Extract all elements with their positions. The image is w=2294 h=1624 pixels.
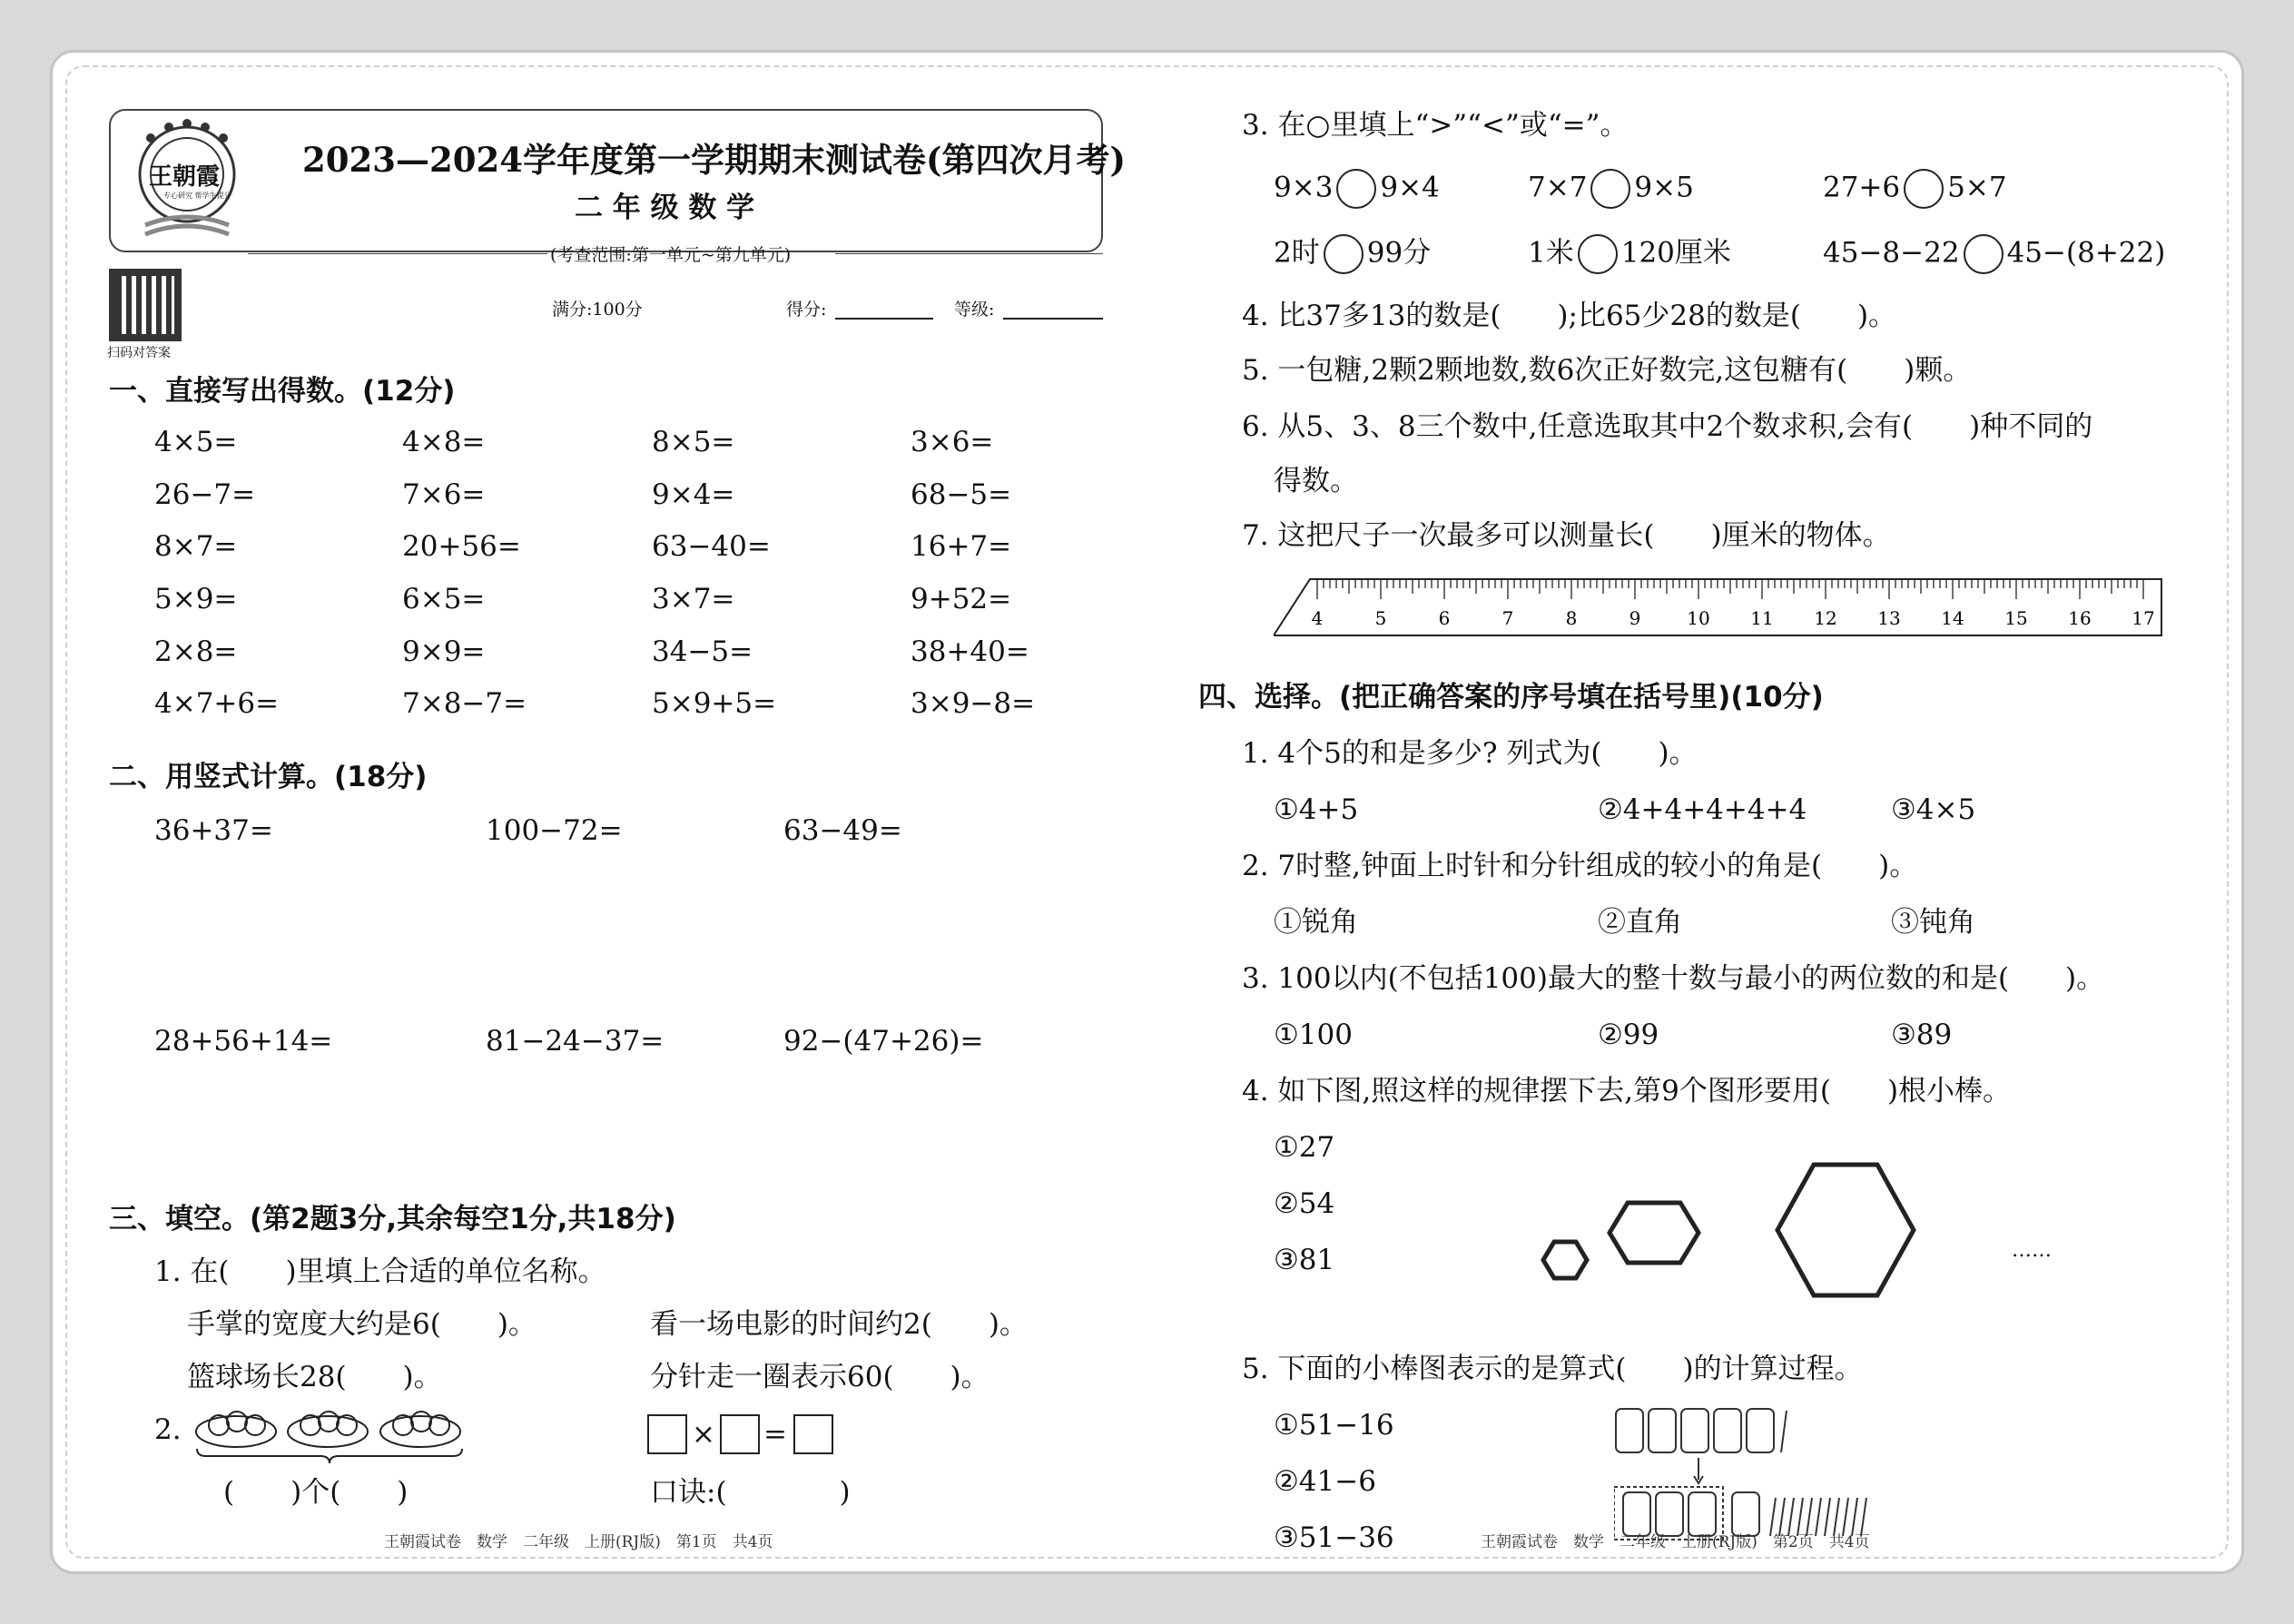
question-4-1: 1. 4个5的和是多少? 列式为( )。 [1242,737,1698,770]
option[interactable]: ②41−6 [1274,1465,1376,1498]
logo-slogan: 专心研究 帮学生提分 [163,192,231,200]
question-4-4: 4. 如下图,照这样的规律摆下去,第9个图形要用( )根小棒。 [1242,1075,2012,1107]
question-3-2-count: ( )个( ) [223,1476,409,1509]
option[interactable]: ①51−16 [1274,1409,1394,1442]
question-3-2-koujue: 口诀:( ) [650,1476,851,1509]
question-3-1b: 看一场电影的时间约2( )。 [650,1308,1028,1341]
answer-box[interactable] [647,1414,687,1454]
compare-item: 7×7 9×5 [1528,169,1694,209]
list-item: 92−(47+26)= [783,1025,984,1058]
ruler-image [1274,577,2168,636]
list-item: 8×7= [154,530,238,563]
compare-circle[interactable] [1904,169,1944,209]
list-item: 4×8= [402,426,486,458]
option[interactable]: ③81 [1274,1244,1335,1276]
score-label: 得分: [786,300,827,320]
question-3-1d: 分针走一圈表示60( )。 [650,1361,989,1393]
list-item: 3×9−8= [911,687,1036,720]
list-item: 2×8= [154,635,238,668]
list-item: 3×6= [911,426,994,458]
question-4-2: 2. 7时整,钟面上时针和分针组成的较小的角是( )。 [1242,850,1918,882]
option[interactable]: ①4+5 [1274,793,1359,826]
compare-circle[interactable] [1324,234,1364,274]
ruler-label: 11 [1750,607,1774,629]
list-item: 100−72= [486,814,623,847]
grade-label: 等级: [954,300,995,320]
question-3-6-continued: 得数。 [1274,465,1358,497]
option[interactable]: ②54 [1274,1187,1335,1220]
question-4-5: 5. 下面的小棒图表示的是算式( )的计算过程。 [1242,1353,1863,1385]
compare-item: 27+6 5×7 [1823,169,2007,209]
answer-box[interactable] [793,1414,833,1454]
list-item: 28+56+14= [154,1025,333,1058]
compare-item: 2时 99分 [1274,234,1431,274]
list-item: 81−24−37= [486,1025,665,1058]
list-item: 7×8−7= [402,687,527,720]
scope-divider-left [248,253,547,254]
ruler-label: 13 [1877,607,1901,629]
list-item: 3×7= [652,583,735,615]
qr-code[interactable] [109,269,182,341]
ruler-label: 7 [1501,607,1514,629]
option[interactable]: ③89 [1891,1019,1953,1051]
ruler-label: 16 [2068,607,2092,629]
list-item: 7×6= [402,478,486,511]
option[interactable]: ①27 [1274,1131,1335,1164]
ruler-label: 5 [1374,607,1387,629]
question-3-4: 4. 比37多13的数是( );比65少28的数是( )。 [1242,300,1897,332]
hexagon-pattern-image [1523,1115,2013,1333]
footer-page-1: 王朝霞试卷 数学 二年级 上册(RJ版) 第1页 共4页 [384,1533,773,1551]
compare-item: 1米 120厘米 [1528,234,1731,274]
compare-circle[interactable] [1578,234,1618,274]
compare-circle[interactable] [1964,234,2004,274]
list-item: 38+40= [911,635,1029,668]
ruler-label: 14 [1941,607,1964,629]
grade-blank[interactable] [1003,296,1103,320]
question-3-7: 7. 这把尺子一次最多可以测量长( )厘米的物体。 [1242,519,1891,552]
option[interactable]: ②直角 [1598,906,1682,939]
exam-scope: (考查范围:第一单元~第九单元) [550,245,792,265]
section-3-title: 三、填空。(第2题3分,其余每空1分,共18分) [109,1203,676,1235]
qr-caption: 扫码对答案 [107,346,171,360]
apple-plates-image [193,1402,475,1467]
question-4-3: 3. 100以内(不包括100)最大的整十数与最小的两位数的和是( )。 [1242,962,2105,995]
footer-page-2: 王朝霞试卷 数学 二年级 上册(RJ版) 第2页 共4页 [1481,1533,1870,1551]
list-item: 9×4= [652,478,735,511]
exam-sheet [50,50,2244,1574]
ruler-label: 4 [1311,607,1324,629]
section-1-title: 一、直接写出得数。(12分) [109,375,456,408]
list-item: 20+56= [402,530,521,563]
times-sign: × [692,1418,715,1451]
list-item: 34−5= [652,635,753,668]
question-3-2-number: 2. [154,1413,182,1446]
ruler-label: 6 [1438,607,1451,629]
question-3-5: 5. 一包糖,2颗2颗地数,数6次正好数完,这包糖有( )颗。 [1242,354,1972,387]
compare-circle[interactable] [1590,169,1630,209]
option[interactable]: ①锐角 [1274,906,1358,939]
option[interactable]: ②4+4+4+4+4 [1598,793,1807,826]
option[interactable]: ③51−36 [1274,1521,1394,1554]
scope-divider-right [835,253,1103,254]
list-item: 4×5= [154,426,238,458]
ruler-label: 8 [1565,607,1578,629]
compare-item: 9×3 9×4 [1274,169,1440,209]
list-item: 63−40= [652,530,771,563]
list-item: 26−7= [154,478,256,511]
list-item: 9×9= [402,635,486,668]
compare-circle[interactable] [1336,169,1376,209]
exam-subtitle: 二 年 级 数 学 [575,192,755,224]
question-3-3: 3. 在○里填上“>”“<”或“=”。 [1242,109,1629,142]
option[interactable]: ②99 [1598,1019,1659,1051]
ruler-label: 12 [1814,607,1837,629]
list-item: 8×5= [652,426,735,458]
option[interactable]: ③钝角 [1891,906,1975,939]
list-item: 9+52= [911,583,1012,615]
question-3-1a: 手掌的宽度大约是6( )。 [187,1308,537,1341]
logo-text: 王朝霞 [149,163,221,191]
option[interactable]: ①100 [1274,1019,1353,1051]
logo [133,118,241,245]
ruler-label: 15 [2004,607,2028,629]
list-item: 63−49= [783,814,902,847]
question-3-6: 6. 从5、3、8三个数中,任意选取其中2个数求积,会有( )种不同的 [1242,410,2093,443]
answer-box[interactable] [720,1414,760,1454]
ruler-label: 17 [2132,607,2155,629]
compare-item: 45−8−22 45−(8+22) [1823,234,2165,274]
question-3-1: 1. 在( )里填上合适的单位名称。 [154,1255,606,1288]
list-item: 5×9= [154,583,238,615]
list-item: 68−5= [911,478,1012,511]
list-item: 6×5= [402,583,486,615]
ruler-label: 9 [1629,607,1641,629]
equals-sign: = [763,1418,787,1451]
ruler-label: 10 [1687,607,1710,629]
list-item: 4×7+6= [154,687,280,720]
question-3-1c: 篮球场长28( )。 [187,1361,442,1393]
option[interactable]: ③4×5 [1891,793,1976,826]
pattern-ellipsis: …… [2012,1239,2052,1262]
section-2-title: 二、用竖式计算。(18分) [109,761,428,793]
score-blank[interactable] [835,296,933,320]
exam-title: 2023—2024学年度第一学期期末测试卷(第四次月考) [302,140,1126,180]
list-item: 16+7= [911,530,1012,563]
full-score: 满分:100分 [552,300,643,320]
list-item: 36+37= [154,814,273,847]
section-4-title: 四、选择。(把正确答案的序号填在括号里)(10分) [1198,681,1824,714]
list-item: 5×9+5= [652,687,777,720]
